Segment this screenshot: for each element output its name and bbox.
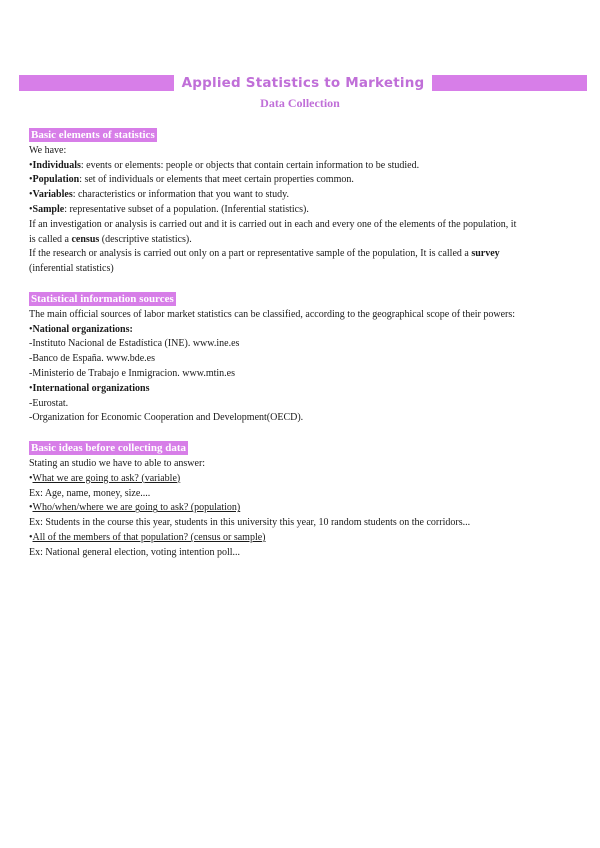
question: •Who/when/where we are going to ask? (population) xyxy=(29,502,241,514)
definition: : characteristics or information that you want to study. xyxy=(72,189,289,201)
question-text: What we are going to ask? (variable) xyxy=(32,472,181,484)
page-title: Applied Statistics to Marketing xyxy=(181,75,425,91)
list-item: -Ministerio de Trabajo e Inmigracion. www.mtin.es xyxy=(29,367,235,379)
list-item: •Sample: representative subset of a population. (Inferential statistics). xyxy=(29,203,309,215)
label: National organizations: xyxy=(32,323,133,335)
question-text: All of the members of that population? (census or sample) xyxy=(32,531,266,543)
title-bar-left xyxy=(19,75,174,91)
list-item: •Population: set of individuals or elements that meet certain properties common. xyxy=(29,174,354,186)
term: survey xyxy=(471,248,500,260)
paragraph: The main official sources of labor market statistics can be classified, according to the geographical scope of their powers: xyxy=(29,308,516,320)
question: •All of the members of that population? (census or sample) xyxy=(29,531,266,543)
term: census xyxy=(71,233,100,245)
title-bar-right xyxy=(432,75,587,91)
list-item: -Instituto Nacional de Estadística (INE). www.ine.es xyxy=(29,338,240,350)
definition: : set of individuals or elements that meet certain properties common. xyxy=(79,174,354,186)
list-item: •Individuals: events or elements: people or objects that contain certain information to be studied. xyxy=(29,159,420,171)
example: Ex: Students in the course this year, students in this university this year, 10 random students on the corridors... xyxy=(29,517,471,529)
term: Variables xyxy=(32,189,73,201)
text: If an investigation or analysis is carried out and it is carried out in each and every one of the elements of the population, it is called a xyxy=(29,218,517,245)
page-subtitle: Data Collection xyxy=(260,96,340,110)
paragraph: We have: xyxy=(29,144,67,156)
example: Ex: Age, name, money, size.... xyxy=(29,487,151,499)
text: (inferential statistics) xyxy=(29,263,114,275)
definition: : representative subset of a population. (Inferential statistics). xyxy=(64,203,309,215)
section-heading: Basic elements of statistics xyxy=(31,129,155,141)
question: •What we are going to ask? (variable) xyxy=(29,472,181,484)
text: If the research or analysis is carried out only on a part or representative sample of the population, It is called a xyxy=(29,248,472,260)
list-item: -Organization for Economic Cooperation and Development(OECD). xyxy=(29,412,304,424)
list-label: •International organizations xyxy=(29,382,150,394)
question-text: Who/when/where we are going to ask? (population) xyxy=(32,502,241,514)
section-basic-elements xyxy=(29,128,521,277)
list-item: -Banco de España. www.bde.es xyxy=(29,353,155,365)
definition: : events or elements: people or objects that contain certain information to be studied. xyxy=(80,159,420,171)
paragraph: Stating an studio we have to able to answer: xyxy=(29,457,206,469)
title-row xyxy=(19,73,587,93)
paragraph xyxy=(29,218,521,248)
paragraph xyxy=(29,247,521,277)
label: International organizations xyxy=(32,382,150,394)
list-label: •National organizations: xyxy=(29,323,133,335)
section-heading: Basic ideas before collecting data xyxy=(31,442,186,455)
term: Sample xyxy=(32,203,65,215)
list-item: -Eurostat. xyxy=(29,397,69,409)
example: Ex: National general election, voting intention poll... xyxy=(29,546,241,558)
document-body xyxy=(29,128,521,561)
section-information-sources xyxy=(29,292,521,426)
text: (descriptive statistics). xyxy=(99,233,192,245)
list-item: •Variables: characteristics or information that you want to study. xyxy=(29,189,289,201)
section-basic-ideas xyxy=(29,441,521,560)
term: Population xyxy=(32,174,80,186)
term: Individuals xyxy=(32,159,81,171)
section-heading: Statistical information sources xyxy=(31,292,174,305)
